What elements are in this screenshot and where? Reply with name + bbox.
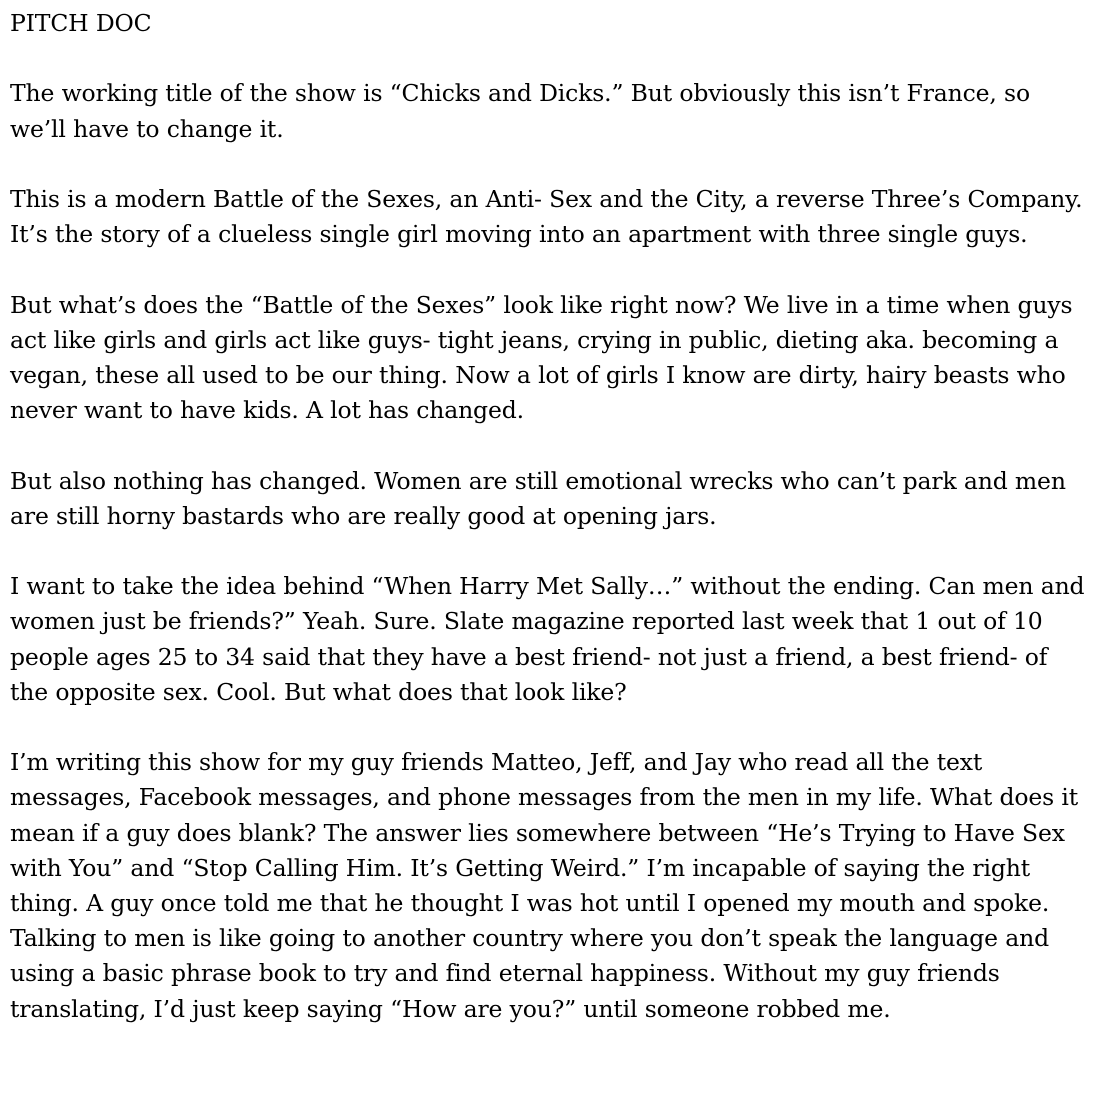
paragraph-premise: This is a modern Battle of the Sexes, an Anti- Sex and the City, a reverse Three’s Company. It’s the story of a clueless single girl moving into an apartment with three single guys. xyxy=(10,184,1083,249)
document-title: PITCH DOC xyxy=(10,9,152,37)
paragraph-guy-friends: I’m writing this show for my guy friends Matteo, Jeff, and Jay who read all the text messages, Facebook messages, and phone messages from the men in my life. What does it mean if a guy does blank? The answer lies somewhere between “He’s Trying to Have Sex with You” and “Stop Calling Him. It’s Getting Weird.” I’m incapable of saying the right thing. A guy once told me that he thought I was hot until I opened my mouth and spoke. Talking to men is like going to another country where you don’t speak the language and using a basic phrase book to try and find eternal happiness. Without my guy friends translating, I’d just keep saying “How are you?” until someone robbed me. xyxy=(10,748,1079,1023)
paragraph-harry-met-sally: I want to take the idea behind “When Harry Met Sally…” without the ending. Can men and women just be friends?” Yeah. Sure. Slate magazine reported last week that 1 out of 10 people ages 25 to 34 said that they have a best friend- not just a friend, a best friend- of the opposite sex. Cool. But what does that look like? xyxy=(10,572,1085,706)
paragraph-battle-of-sexes: But what’s does the “Battle of the Sexes” look like right now? We live in a time when guys act like girls and girls act like guys- tight jeans, crying in public, dieting aka. becoming a vegan, these all used to be our thing. Now a lot of girls I know are dirty, hairy beasts who never want to have kids. A lot has changed. xyxy=(10,290,1073,425)
paragraph-nothing-changed: But also nothing has changed. Women are still emotional wrecks who can’t park and men are still horny bastards who are really good at opening jars. xyxy=(10,466,1066,530)
paragraph-working-title: The working title of the show is “Chicks and Dicks.” But obviously this isn’t France, so we’ll have to change it. xyxy=(10,79,1030,143)
